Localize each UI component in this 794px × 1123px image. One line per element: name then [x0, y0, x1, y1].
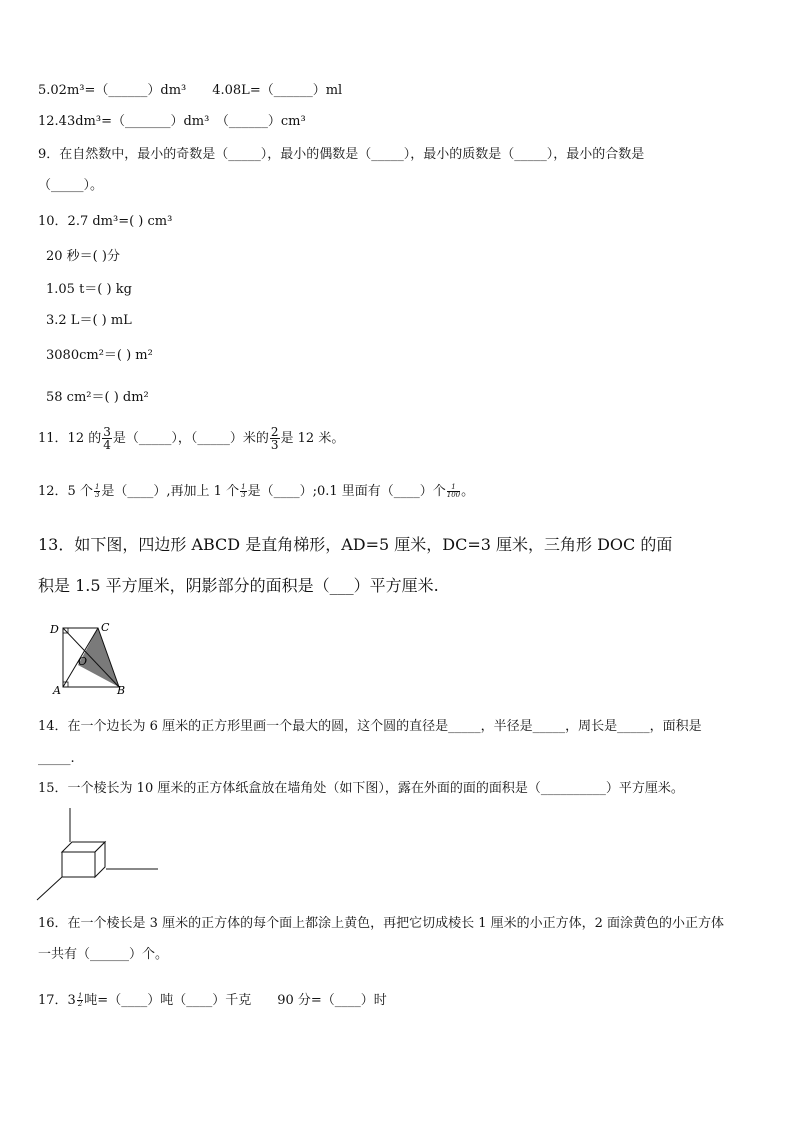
q12-f2-denominator: 3 [241, 491, 246, 499]
question-10-line-3: 1.05 t＝( ) kg [46, 282, 132, 297]
q12-fraction-2 [240, 484, 246, 499]
question-9-line-2: （_____）。 [38, 178, 104, 193]
q17-numerator: 1 [77, 992, 83, 1000]
q12-f3-numerator: 1 [447, 484, 460, 492]
question-10-line-6: 58 cm²＝( ) dm² [46, 390, 149, 405]
q12-f1-denominator: 3 [94, 491, 100, 499]
q12-f3-denominator: 100 [446, 491, 461, 499]
wall-edge-diagonal [37, 877, 62, 900]
q12-f2-numerator: 1 [241, 483, 246, 491]
question-10-line-5: 3080cm²＝( ) m² [46, 348, 153, 363]
diagonal-db [63, 628, 119, 687]
trapezoid-figure [46, 620, 136, 698]
q11-fraction-1 [102, 426, 112, 451]
question-12 [38, 481, 474, 503]
question-14-line-1: 14．在一个边长为 6 厘米的正方形里画一个最大的圆，这个圆的直径是_____，半径是_____，周长是_____，面积是 [38, 719, 702, 734]
question-16-line-2: 一共有（______）个。 [38, 947, 169, 962]
q12-text-1: 12．5 个 [38, 484, 93, 499]
q11-text-3: 是 12 米。 [280, 431, 345, 446]
label-o: O [78, 655, 88, 668]
q11-f2-denominator: 3 [270, 438, 279, 452]
q17-fraction [77, 993, 83, 1008]
q17-denominator: 2 [77, 1000, 83, 1008]
question-15: 15．一个棱长为 10 厘米的正方体纸盒放在墙角处（如下图），露在外面的面的面积是（__________）平方厘米。 [38, 781, 684, 796]
q12-text-4: 。 [461, 484, 475, 499]
question-9-line-1: 9．在自然数中，最小的奇数是（_____），最小的偶数是（_____），最小的质数是（_____），最小的合数是 [38, 147, 645, 162]
q12-text-2: 是（____）,再加上 1 个 [101, 484, 240, 499]
q11-f2-numerator: 2 [270, 425, 279, 439]
q11-f1-denominator: 4 [103, 438, 111, 452]
q11-f1-numerator: 3 [103, 425, 111, 439]
question-11 [38, 422, 344, 456]
q11-fraction-2 [270, 426, 280, 451]
q17-text-1: 17．3 [38, 993, 76, 1008]
question-13-line-1: 13．如下图，四边形 ABCD 是直角梯形，AD=5 厘米，DC=3 厘米，三角形 DOC 的面 [38, 535, 673, 554]
q11-text-2: 是（_____），（_____）米的 [112, 431, 269, 446]
label-c: C [101, 621, 110, 634]
question-14-line-2: _____. [38, 751, 75, 766]
corner-cube-figure [34, 806, 164, 902]
label-b: B [117, 684, 126, 697]
q17-text-2: 吨=（____）吨（____）千克 90 分=（____）时 [84, 993, 387, 1008]
q12-fraction-3 [447, 484, 460, 499]
q12-fraction-1 [94, 484, 100, 499]
q12-f1-numerator: 1 [94, 483, 100, 491]
question-10-line-1: 10．2.7 dm³=( ) cm³ [38, 214, 173, 229]
question-10-line-4: 3.2 L＝( ) mL [46, 313, 132, 328]
question-13-line-2: 积是 1.5 平方厘米，阴影部分的面积是（___）平方厘米. [38, 576, 439, 595]
unit-conversion-line-1: 5.02m³=（______）dm³ 4.08L=（______）ml [38, 83, 343, 98]
question-17 [38, 990, 387, 1012]
q12-text-3: 是（____）;0.1 里面有（____）个 [247, 484, 446, 499]
q11-text-1: 11．12 的 [38, 431, 102, 446]
label-a: A [53, 684, 61, 697]
label-d: D [50, 623, 59, 636]
cube-front-face [62, 852, 95, 877]
question-10-line-2: 20 秒＝( )分 [46, 249, 120, 264]
unit-conversion-line-2: 12.43dm³=（_______）dm³ （______）cm³ [38, 114, 306, 129]
question-16-line-1: 16．在一个棱长是 3 厘米的正方体的每个面上都涂上黄色，再把它切成棱长 1 厘米的小正方体，2 面涂黄色的小正方体 [38, 916, 725, 931]
